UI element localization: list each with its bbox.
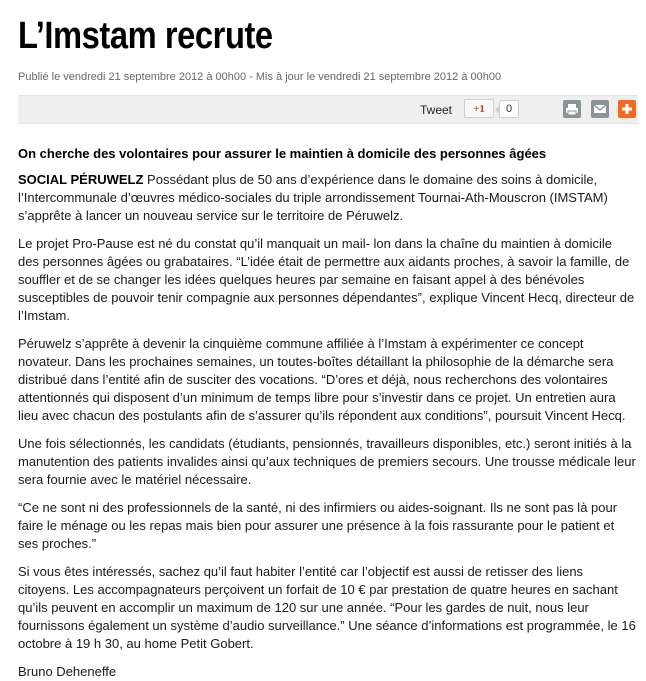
share-toolbar xyxy=(18,95,638,124)
publication-meta: Publié le vendredi 21 septembre 2012 à 00h00 - Mis à jour le vendredi 21 septembre 2012 à 00h00 xyxy=(18,71,502,83)
paragraph-text: Possédant plus de 50 ans d’expérience dans le domaine des soins à domicile, l’Intercommunale d’œuvres médico-sociales du triple arrondissement Tournai-Ath-Mouscron (IMSTAM) s’apprête à lancer un nouveau service sur le territoire de Péruwelz. xyxy=(18,172,608,223)
article-title: L’Imstam recrute xyxy=(18,15,273,57)
print-icon xyxy=(563,100,581,118)
tweet-button[interactable]: Tweet xyxy=(420,103,453,117)
article-paragraph xyxy=(18,171,636,225)
article-paragraph: Si vous êtes intéressés, sachez qu’il faut habiter l’entité car l’objectif est aussi de retisser des liens citoyens. Les accompagnateurs perçoivent un forfait de 10 € par prestation de quatre heures en sachant qu’ils peuvent en accomplir un maximum de 120 sur une année. “Pour les gardes de nuit, nous leur fournissons également un système d’audio surveillance.” Une séance d’informations est programmée, le 16 octobre à 19 h 30, au home Petit Gobert. xyxy=(18,564,636,651)
article-body xyxy=(18,145,636,681)
article-paragraph: Une fois sélectionnés, les candidats (étudiants, pensionnés, travailleurs disponibles, etc.) seront initiés à la manutention des patients invalides ainsi qu’aux techniques de premiers secours. Une trousse médicale leur sera fournie avec le matériel nécessaire. xyxy=(18,436,636,487)
mail-icon xyxy=(591,100,609,118)
plus-icon xyxy=(618,100,636,118)
article-author: Bruno Deheneffe xyxy=(18,664,117,679)
article-kicker: SOCIAL PÉRUWELZ xyxy=(18,172,144,187)
article-paragraph: Péruwelz s’apprête à devenir la cinquième commune affiliée à l’Imstam à expérimenter ce concept novateur. Dans les prochaines semaines, un toutes-boîtes détaillant la philosophie de la démarche sera distribué dans l’entité afin de susciter des vocations. “D’ores et déjà, nous recherchons des volontaires attentionnés qui disposent d’un minimum de temps libre pour s’investir dans ce projet. Un entretien aura lieu avec chacun des postulants afin de s’assurer qu’ils répondent aux conditions”, poursuit Vincent Hecq. xyxy=(18,336,626,423)
google-plus-label: +1 xyxy=(473,103,485,115)
google-plus-count: 0 xyxy=(499,100,519,118)
share-more-button[interactable] xyxy=(618,100,636,118)
article-lead: On cherche des volontaires pour assurer le maintien à domicile des personnes âgées xyxy=(18,146,547,161)
mail-button[interactable] xyxy=(591,100,609,118)
article-paragraph: Le projet Pro-Pause est né du constat qu’il manquait un mail- lon dans la chaîne du maintien à domicile des personnes âgées ou grabataires. “L’idée était de permettre aux aidants proches, à savoir la famille, de souffler et de se changer les idées quelques heures par semaine en faisant appel à des bénévoles susceptibles de pouvoir tenir compagnie aux personnes dépendantes”, explique Vincent Hecq, directeur de l’Imstam. xyxy=(18,236,635,323)
google-plus-button[interactable] xyxy=(464,99,494,118)
print-button[interactable] xyxy=(563,100,581,118)
article-paragraph: “Ce ne sont ni des professionnels de la santé, ni des infirmiers ou aides-soignant. Ils ne sont pas là pour faire le ménage ou les repas mais bien pour assurer une présence à la fois rassurante pour le patient et ses proches.” xyxy=(18,500,618,551)
